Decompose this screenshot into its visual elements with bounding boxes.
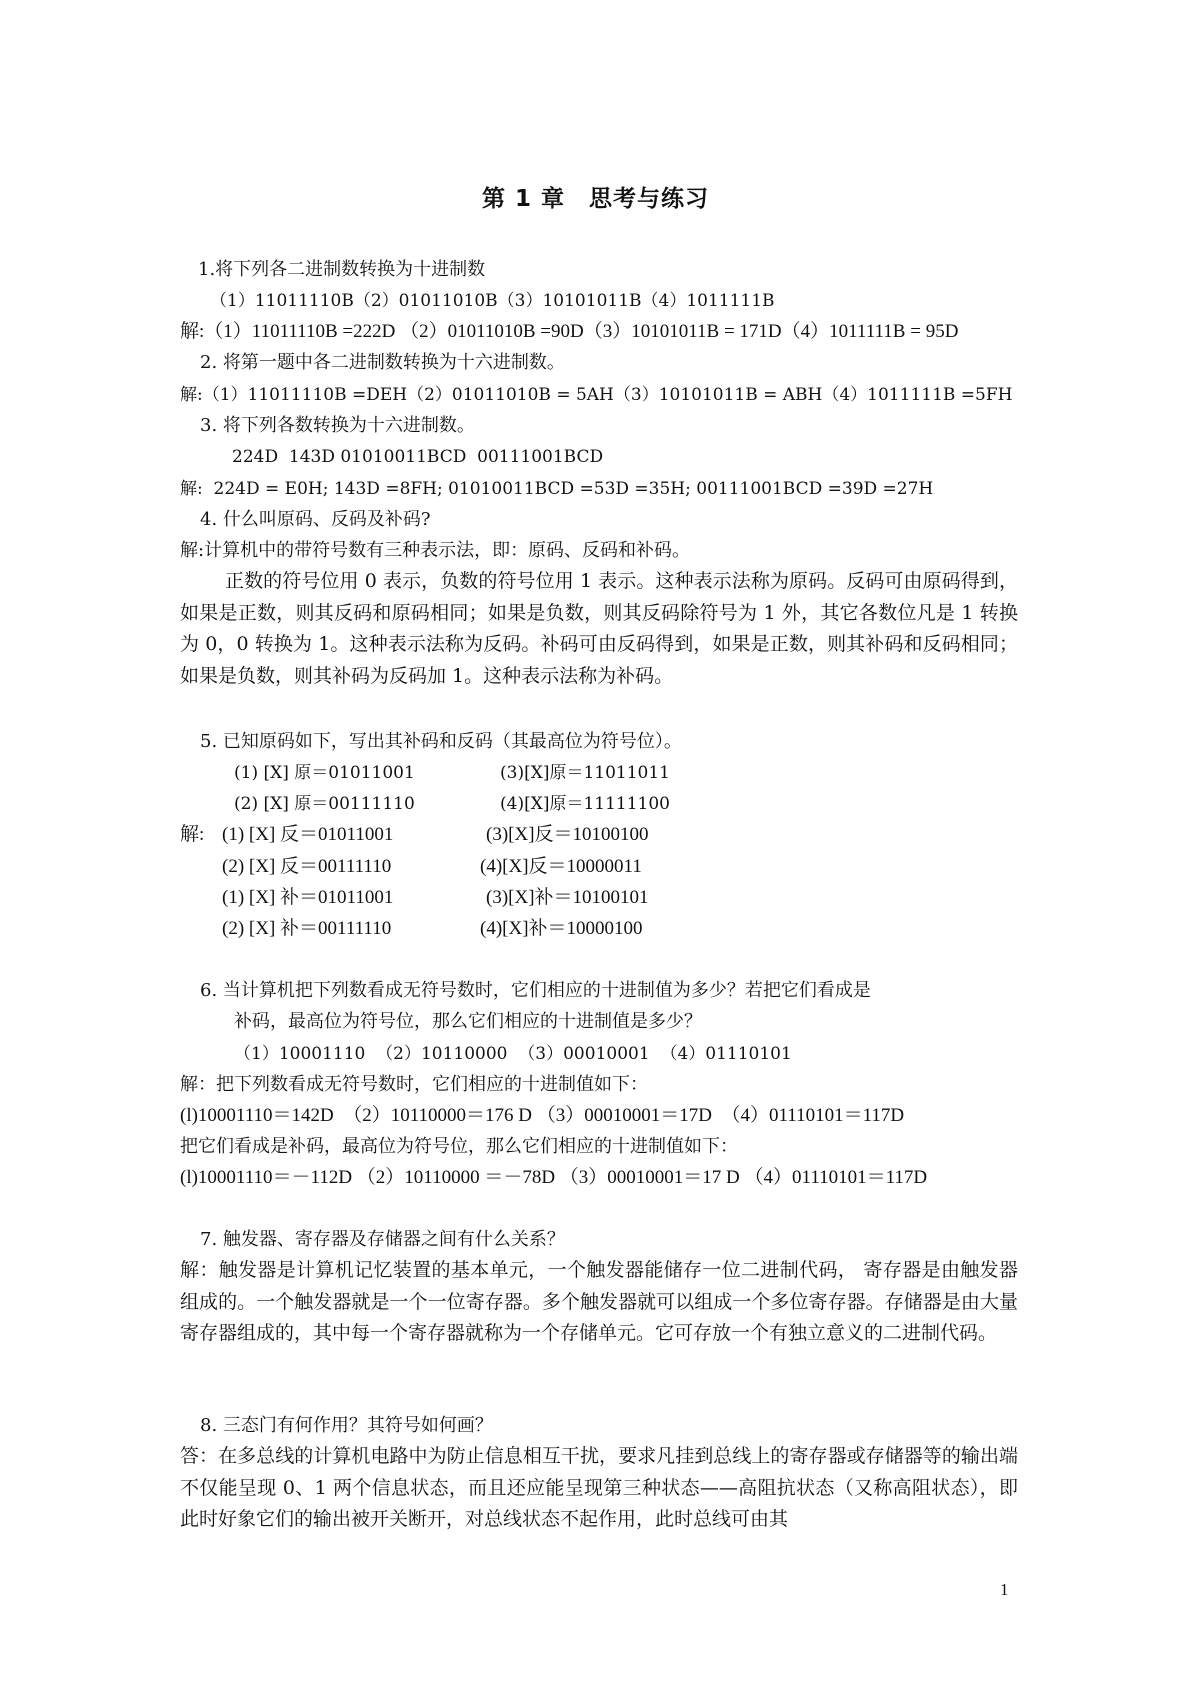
q5-given-4: (4)[X]原＝11111100 bbox=[500, 794, 670, 814]
q7-answer: 解：触发器是计算机记忆装置的基本单元，一个触发器能储存一位二进制代码， 寄存器是由触发器组成的。一个触发器就是一个一位寄存器。多个触发器就可以组成一个多位寄存器。存储器是由大量寄存器组成的，其中每一个寄存器就称为一个存储单元。它可存放一个有独立意义的二进制代码。 bbox=[180, 1259, 1018, 1344]
q4-question: 4. 什么叫原码、反码及补码? bbox=[200, 509, 431, 530]
q2-answer: 解:（1）11011110B =DEH（2）01011010B = 5AH（3）10101011B = ABH（4）1011111B =5FH bbox=[180, 385, 1013, 405]
q2-question: 2. 将第一题中各二进制数转换为十六进制数。 bbox=[200, 352, 565, 373]
q5-answer-fan-2: (2) [X] 反＝00111110 bbox=[222, 856, 392, 877]
q6-items: （1）10001110 （2）10110000 （3）00010001 （4）01110101 bbox=[234, 1044, 792, 1064]
q5-answer-fan-1: (1) [X] 反＝01011001 bbox=[222, 824, 394, 845]
q5-answer-fan-4: (4)[X]反＝10000011 bbox=[480, 856, 642, 877]
q6-answer-line3: 把它们看成是补码，最高位为符号位，那么它们相应的十进制值如下： bbox=[180, 1136, 738, 1157]
q5-given-3: (3)[X]原＝11011011 bbox=[500, 763, 670, 783]
q6-answer-line2: (l)10001110＝142D （2）10110000＝176 D （3）00010001＝17D （4）01110101＝117D bbox=[180, 1105, 905, 1126]
page-title: 第 1 章 思考与练习 bbox=[481, 186, 710, 212]
q5-answer-bu-4: (4)[X]补＝10000100 bbox=[480, 918, 643, 939]
q1-answer: 解:（1）11011110B =222D （2）01011010B =90D（3）10101011B = 171D（4）1011111B = 95D bbox=[180, 321, 959, 342]
q8-answer: 答：在多总线的计算机电路中为防止信息相互干扰，要求凡挂到总线上的寄存器或存储器等的输出端不仅能呈现 0、1 两个信息状态，而且还应能呈现第三种状态——高阻抗状态（又称高阻状态），即此时好象它们的输出被开关断开，对总线状态不起作用，此时总线可由其 bbox=[180, 1445, 1018, 1530]
q3-question: 3. 将下列各数转换为十六进制数。 bbox=[200, 415, 475, 436]
q8-question: 8. 三态门有何作用？其符号如何画？ bbox=[200, 1415, 493, 1436]
q1-items: （1）11011110B（2）01011010B（3）10101011B（4）1011111B bbox=[210, 291, 775, 311]
q6-answer-line4: (l)10001110＝－112D （2）10110000 ＝－78D （3）00010001＝17 D （4）01110101＝117D bbox=[180, 1167, 928, 1188]
q6-answer-line1: 解：把下列数看成无符号数时，它们相应的十进制值如下： bbox=[180, 1074, 648, 1095]
q4-answer-paragraph: 正数的符号位用 0 表示，负数的符号位用 1 表示。这种表示法称为原码。反码可由原码得到，如果是正数，则其反码和原码相同；如果是负数，则其反码除符号为 1 外，其它各数位凡是 1 转换为 0，0 转换为 1。这种表示法称为反码。补码可由反码得到，如果是正数，则其补码和反码相同；如果是负数，则其补码为反码加 1。这种表示法称为补码。 bbox=[180, 570, 1018, 687]
q5-question: 5. 已知原码如下，写出其补码和反码（其最高位为符号位）。 bbox=[200, 731, 682, 752]
q6-question-line2: 补码，最高位为符号位，那么它们相应的十进制值是多少？ bbox=[234, 1011, 702, 1032]
q1-question: 1.将下列各二进制数转换为十进制数 bbox=[198, 259, 486, 280]
q3-answer: 解: 224D = E0H; 143D =8FH; 01010011BCD =53D =35H; 00111001BCD =39D =27H bbox=[180, 479, 934, 499]
q6-question-line1: 6. 当计算机把下列数看成无符号数时，它们相应的十进制值为多少？若把它们看成是 bbox=[200, 980, 871, 1001]
q4-answer-intro: 解:计算机中的带符号数有三种表示法，即：原码、反码和补码。 bbox=[180, 540, 691, 561]
q5-given-1: (1) [X] 原＝01011001 bbox=[234, 763, 415, 783]
q5-given-2: (2) [X] 原＝00111110 bbox=[234, 794, 415, 814]
q5-answer-fan-3: (3)[X]反＝10100100 bbox=[486, 824, 649, 845]
q5-answer-bu-3: (3)[X]补＝10100101 bbox=[486, 887, 649, 908]
page-number: 1 bbox=[1000, 1580, 1009, 1599]
q5-answer-bu-2: (2) [X] 补＝00111110 bbox=[222, 918, 392, 939]
q5-answer-bu-1: (1) [X] 补＝01011001 bbox=[222, 887, 394, 908]
q3-items: 224D 143D 01010011BCD 00111001BCD bbox=[232, 447, 604, 467]
q5-answer-prefix: 解: bbox=[180, 824, 205, 845]
q7-question: 7. 触发器、寄存器及存储器之间有什么关系？ bbox=[200, 1229, 565, 1250]
